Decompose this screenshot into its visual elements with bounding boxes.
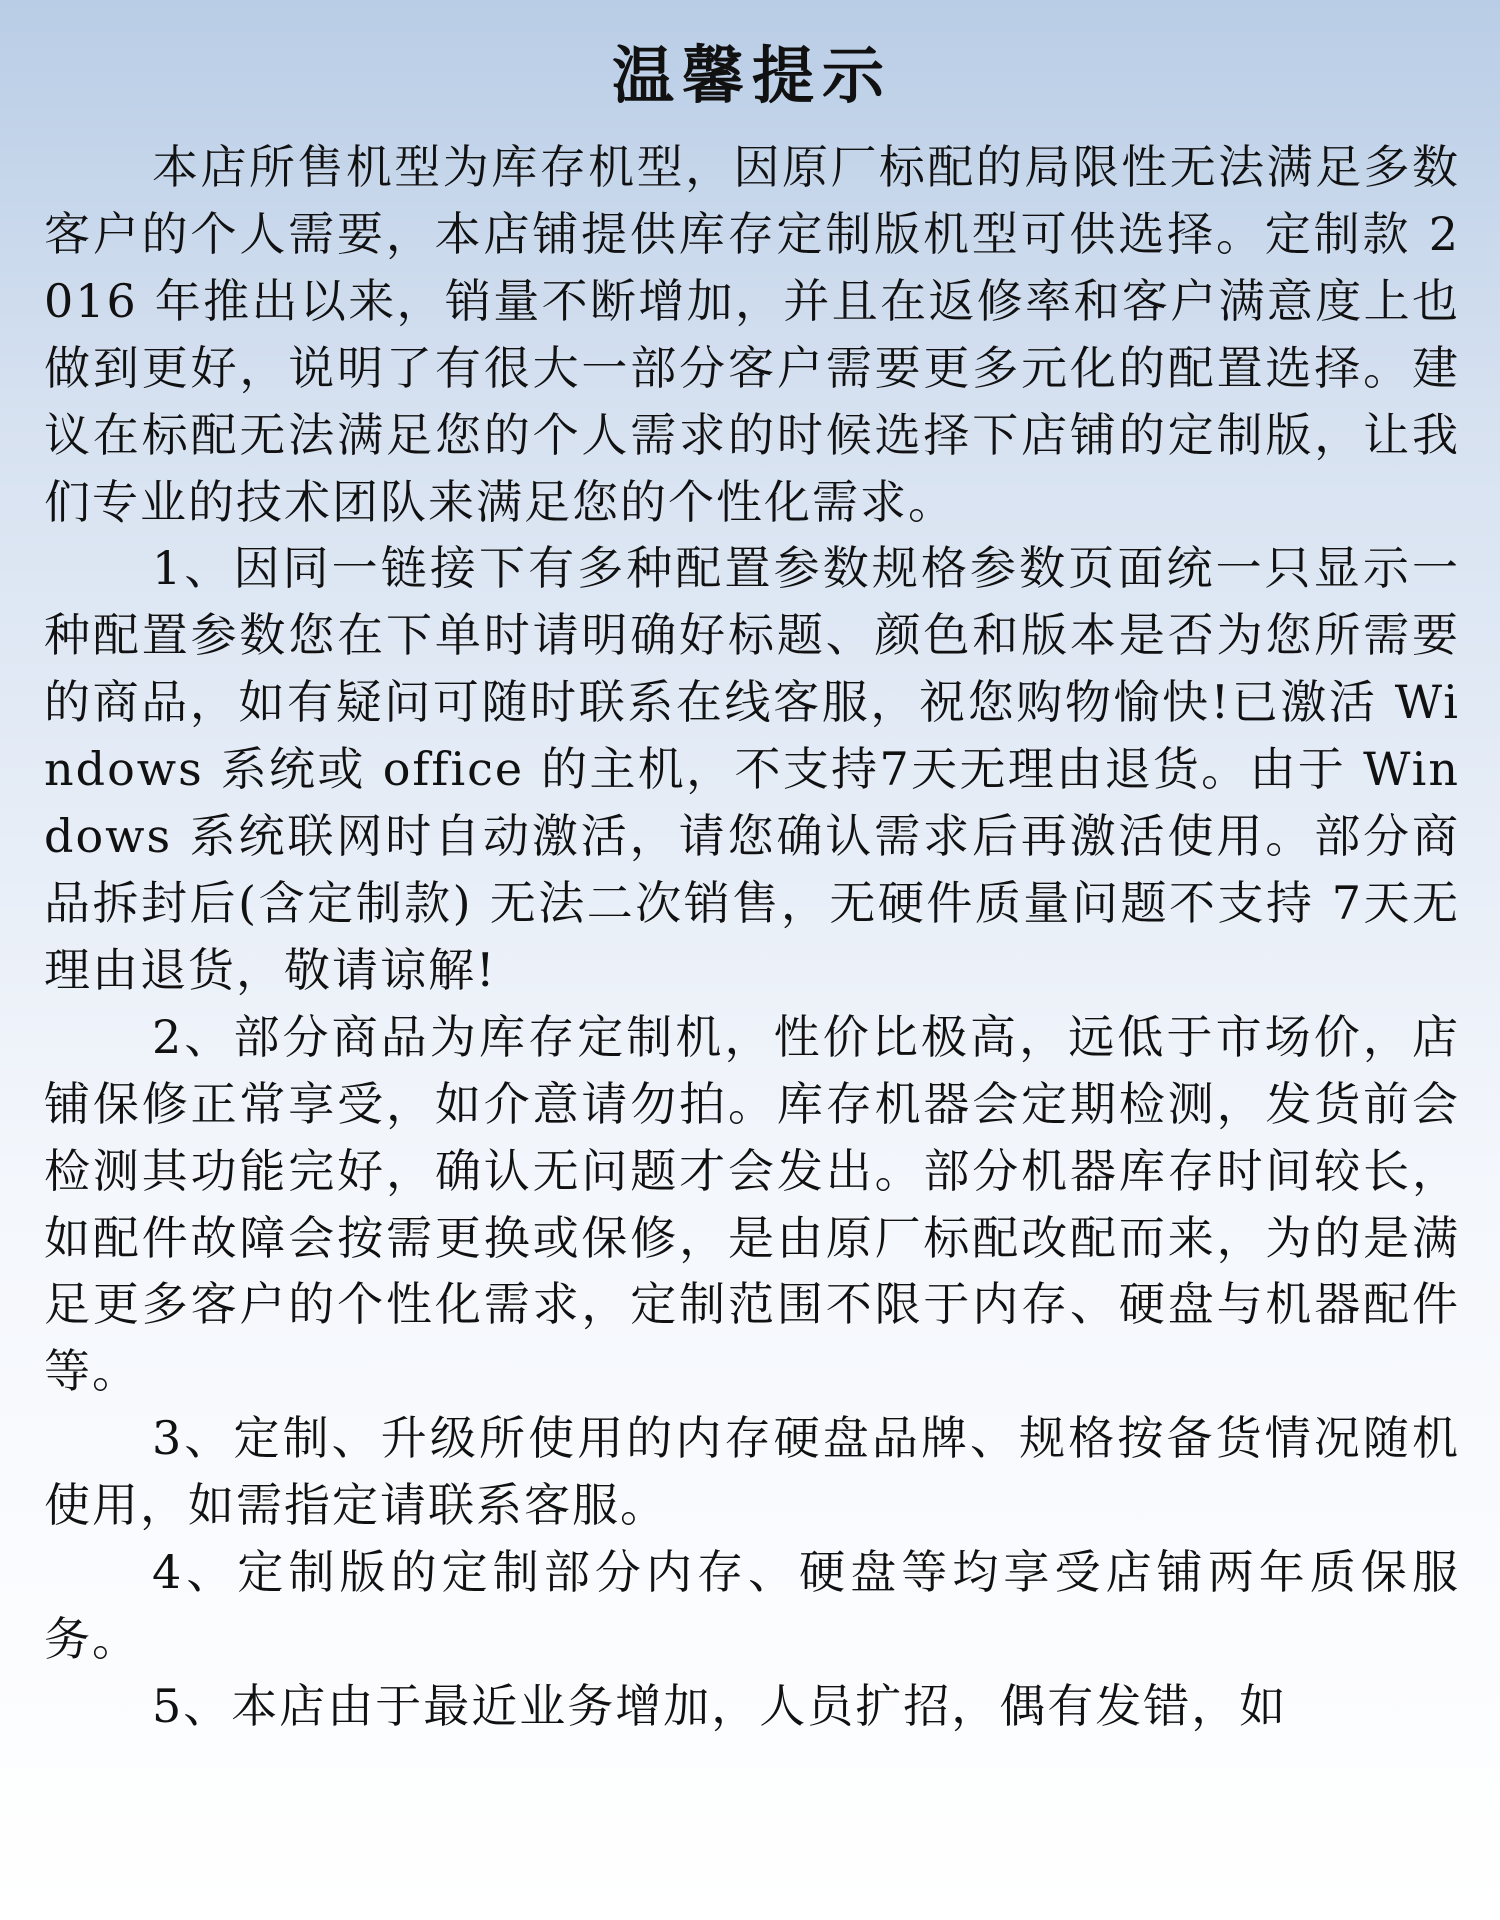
notice-item-5: 5、本店由于最近业务增加，人员扩招，偶有发错，如	[152, 1678, 1288, 1733]
notice-item-2: 2、部分商品为库存定制机，性价比极高，远低于市场价，店铺保修正常享受，如介意请勿拍。库存机器会定期检测，发货前会检测其功能完好，确认无问题才会发出。部分机器库存时间较长，如配件故障会按需更换或保修，是由原厂标配改配而来，为的是满足更多客户的个性化需求，定制范围不限于内存、硬盘与机器配件等。	[44, 1009, 1460, 1399]
notice-item-3: 3、定制、升级所使用的内存硬盘品牌、规格按备货情况随机使用，如需指定请联系客服。	[44, 1411, 1460, 1533]
notice-item-1: 1、因同一链接下有多种配置参数规格参数页面统一只显示一种配置参数您在下单时请明确好标题、颜色和版本是否为您所需要的商品，如有疑问可随时联系在线客服，祝您购物愉快!已激活 Windows 系统或 office 的主机，不支持7天无理由退货。由于 Windows 系统联网时自动激活，请您确认需求后再激活使用。部分商品拆封后(含定制款) 无法二次销售，无硬件质量问题不支持 7天无理由退货，敬请谅解!	[44, 541, 1460, 997]
intro-paragraph: 本店所售机型为库存机型，因原厂标配的局限性无法满足多数客户的个人需要，本店铺提供库存定制版机型可供选择。定制款 2016 年推出以来，销量不断增加，并且在返修率和客户满意度上也做到更好，说明了有很大一部分客户需要更多元化的配置选择。建议在标配无法满足您的个人需求的时候选择下店铺的定制版，让我们专业的技术团队来满足您的个性化需求。	[44, 140, 1460, 529]
notice-title: 温馨提示	[611, 39, 892, 112]
notice-item-4: 4、定制版的定制部分内存、硬盘等均享受店铺两年质保服务。	[44, 1545, 1460, 1666]
